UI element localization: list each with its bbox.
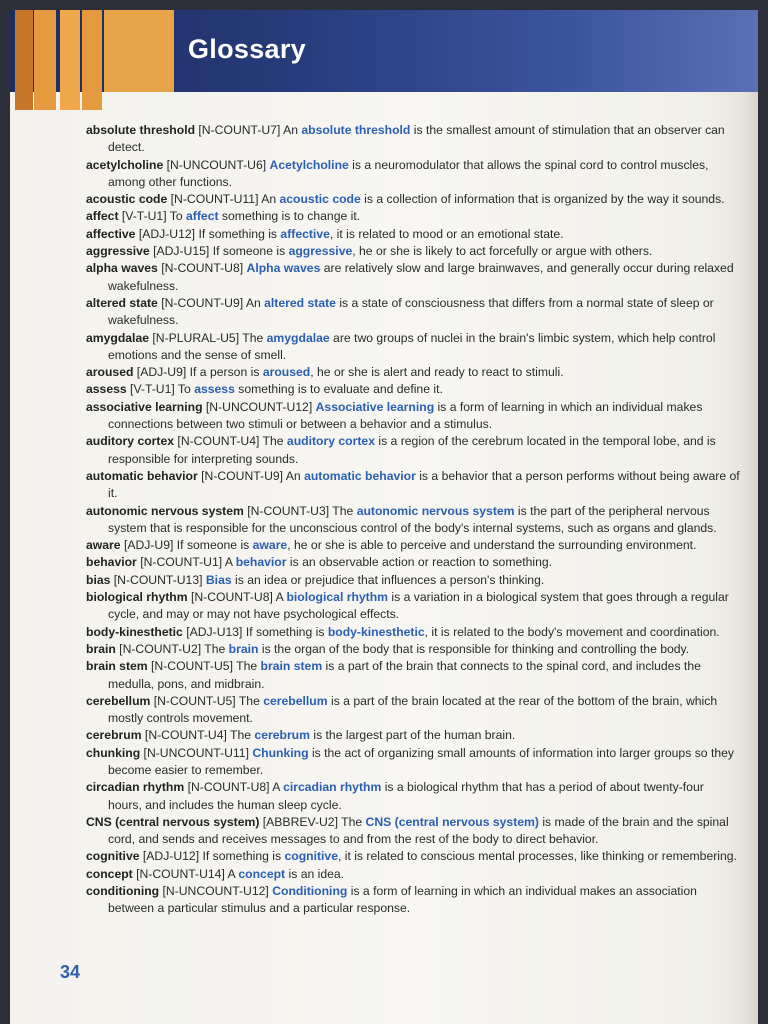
glossary-term: aggressive [86, 244, 150, 259]
orange-tab-decoration [104, 10, 174, 92]
definition-lead: If something is [202, 849, 285, 864]
glossary-term: CNS (central nervous system) [86, 814, 260, 829]
glossary-term: acoustic code [86, 192, 168, 207]
definition-text: is the organ of the body that is responsible for thinking and controlling the body. [258, 641, 690, 656]
definition-lead: The [236, 659, 261, 674]
definition-text: is an idea. [285, 866, 345, 881]
definition-text: is an idea or prejudice that influences a person's thinking. [231, 572, 545, 587]
part-of-speech-tag: [N-COUNT-U5] [147, 659, 237, 674]
part-of-speech-tag: [N-COUNT-U7] [195, 123, 284, 137]
part-of-speech-tag: [ABBREV-U2] [259, 814, 342, 829]
part-of-speech-tag: [V-T-U1] [118, 209, 170, 224]
highlighted-term: cerebrum [254, 728, 310, 743]
definition-text: is a state of consciousness that differs from a normal state of sleep or wakefulness. [108, 295, 714, 328]
highlighted-term: Alpha waves [246, 261, 321, 276]
part-of-speech-tag: [ADJ-U9] [133, 365, 190, 380]
part-of-speech-tag: [N-COUNT-U14] [132, 866, 228, 881]
part-of-speech-tag: [N-UNCOUNT-U6] [163, 157, 270, 172]
page-number: 34 [60, 962, 81, 982]
part-of-speech-tag: [V-T-U1] [126, 382, 178, 397]
definition-lead: A [272, 780, 284, 795]
definition-text: are relatively slow and large brainwaves, and generally occur during relaxed wakefulness. [108, 261, 734, 293]
glossary-term: autonomic nervous system [86, 503, 244, 518]
definition-lead: If something is [245, 624, 328, 639]
glossary-term: aroused [86, 365, 134, 380]
highlighted-term: affect [186, 209, 219, 224]
definition-text: is a behavior that a person performs without being aware of it. [108, 468, 740, 501]
definition-text: , he or she is likely to act forcefully or argue with others. [352, 244, 653, 259]
highlighted-term: affective [280, 226, 330, 241]
highlighted-term: aroused [262, 365, 311, 380]
highlighted-term: cognitive [284, 849, 338, 864]
orange-tab-decoration [34, 10, 56, 110]
glossary-entry [86, 208, 740, 225]
definition-lead: If something is [198, 226, 281, 241]
glossary-entry [86, 745, 740, 780]
definition-lead: An [285, 468, 305, 483]
definition-text: something is to evaluate and define it. [234, 382, 443, 397]
definition-text: is a part of the brain that connects to the spinal cord, and includes the medulla, pons, and midbrain. [108, 659, 701, 691]
glossary-entry [86, 883, 740, 918]
definition-lead: If someone is [176, 538, 253, 553]
highlighted-term: aggressive [288, 244, 353, 259]
definition-text: is a form of learning in which an individual makes connections between two stimuli or between a behavior and a stimulus. [108, 399, 703, 432]
book-page [10, 10, 758, 1024]
highlighted-term: biological rhythm [286, 590, 389, 605]
definition-text: , it is related to mood or an emotional state. [329, 226, 564, 241]
definition-text: is a neuromodulator that allows the spinal cord to control muscles, among other functions. [108, 157, 709, 189]
glossary-entry [86, 779, 740, 814]
glossary-term: absolute threshold [86, 123, 196, 137]
definition-text: , he or she is able to perceive and understand the surrounding environment. [287, 538, 697, 553]
glossary-entry [86, 122, 740, 157]
highlighted-term: concept [238, 866, 286, 881]
page-fold-shadow [740, 92, 758, 1024]
glossary-term: acetylcholine [86, 157, 164, 172]
part-of-speech-tag: [N-COUNT-U1] [136, 555, 225, 570]
glossary-entry [86, 468, 740, 503]
glossary-entry [86, 589, 740, 624]
highlighted-term: brain [228, 641, 259, 656]
glossary-entry [86, 658, 740, 693]
highlighted-term: circadian rhythm [283, 780, 382, 795]
definition-text: is the part of the peripheral nervous system that is responsible for the unconscious control of the body's internal systems, such as organs and glands. [108, 503, 717, 535]
glossary-term: brain [86, 641, 116, 656]
part-of-speech-tag: [N-COUNT-U8] [157, 261, 247, 276]
definition-lead: The [341, 814, 366, 829]
highlighted-term: absolute threshold [301, 123, 411, 137]
definition-text: is an observable action or reaction to something. [286, 555, 553, 570]
glossary-term: conditioning [86, 884, 160, 899]
part-of-speech-tag: [ADJ-U15] [149, 244, 213, 259]
glossary-entry [86, 572, 740, 589]
part-of-speech-tag: [N-COUNT-U8] [184, 780, 273, 795]
highlighted-term: Bias [205, 572, 232, 587]
definition-text: , he or she is alert and ready to react to stimuli. [310, 365, 564, 380]
definition-lead: The [204, 641, 229, 656]
highlighted-term: assess [194, 382, 235, 397]
glossary-term: assess [86, 382, 127, 397]
glossary-term: behavior [86, 555, 137, 570]
part-of-speech-tag: [N-COUNT-U3] [243, 503, 333, 518]
glossary-entry [86, 191, 740, 208]
glossary-entry [86, 243, 740, 260]
definition-lead: A [275, 590, 287, 605]
glossary-entry [86, 157, 740, 192]
glossary-term: chunking [86, 745, 141, 760]
part-of-speech-tag: [N-COUNT-U9] [197, 468, 286, 483]
highlighted-term: CNS (central nervous system) [365, 814, 539, 829]
definition-text: is a region of the cerebrum located in the temporal lobe, and is responsible for interpreting sounds. [108, 434, 716, 466]
part-of-speech-tag: [N-UNCOUNT-U12] [159, 884, 273, 899]
part-of-speech-tag: [ADJ-U9] [120, 538, 177, 553]
glossary-entry [86, 641, 740, 658]
highlighted-term: amygdalae [266, 330, 330, 345]
glossary-term: concept [86, 866, 133, 881]
glossary-term: aware [86, 538, 121, 553]
glossary-entry [86, 503, 740, 538]
highlighted-term: Chunking [252, 745, 309, 760]
glossary-entry [86, 433, 740, 468]
definition-text: is a form of learning in which an individual makes an association between a particular stimulus and a particular response. [108, 884, 697, 916]
definition-text: is a collection of information that is organized by the way it sounds. [360, 192, 725, 207]
glossary-entry [86, 866, 740, 883]
definition-lead: To [169, 209, 187, 224]
orange-tab-decoration [60, 10, 80, 110]
glossary-entry [86, 624, 740, 641]
definition-text: is the largest part of the human brain. [309, 728, 516, 743]
definition-text: is a biological rhythm that has a period of about twenty-four hours, and includes the human sleep cycle. [108, 780, 704, 812]
glossary-entry [86, 537, 740, 554]
definition-lead: A [224, 555, 236, 570]
definition-text: is the act of organizing small amounts of information into larger groups so they become easier to remember. [108, 745, 734, 777]
definition-lead: The [242, 330, 267, 345]
glossary-term: amygdalae [86, 330, 150, 345]
highlighted-term: auditory cortex [286, 434, 375, 449]
definition-text: is made of the brain and the spinal cord, and sends and receives messages to and from the rest of the body to direct behavior. [108, 814, 729, 847]
definition-text: is a part of the brain located at the rear of the bottom of the brain, which mostly controls movement. [108, 693, 718, 726]
glossary-entry [86, 330, 740, 365]
glossary-entry [86, 848, 740, 865]
definition-lead: A [227, 866, 239, 881]
glossary-entry [86, 727, 740, 744]
glossary-entry [86, 814, 740, 849]
glossary-term: altered state [86, 295, 158, 310]
definition-text: , it is related to the body's movement and coordination. [424, 624, 720, 639]
highlighted-term: cerebellum [263, 693, 328, 708]
glossary-term: auditory cortex [86, 434, 175, 449]
orange-tab-decoration [82, 10, 102, 110]
highlighted-term: acoustic code [279, 192, 361, 207]
definition-lead: The [262, 434, 287, 449]
glossary-entry [86, 295, 740, 330]
definition-lead: The [230, 728, 255, 743]
definition-lead: The [332, 503, 357, 518]
definition-lead: An [261, 192, 280, 207]
part-of-speech-tag: [N-UNCOUNT-U12] [202, 399, 316, 414]
highlighted-term: Associative learning [315, 399, 435, 414]
glossary-term: body-kinesthetic [86, 624, 183, 639]
glossary-term: cerebellum [86, 693, 151, 708]
definition-lead: The [238, 693, 264, 708]
definition-text: is a variation in a biological system that goes through a regular cycle, and may or may not have psychological effects. [108, 590, 729, 622]
highlighted-term: Conditioning [272, 884, 348, 899]
highlighted-term: body-kinesthetic [327, 624, 425, 639]
glossary-list [86, 122, 740, 918]
glossary-entry [86, 399, 740, 434]
page-title: Glossary [188, 34, 306, 64]
glossary-term: circadian rhythm [86, 780, 185, 795]
glossary-term: affective [86, 226, 136, 241]
glossary-term: automatic behavior [86, 468, 198, 483]
highlighted-term: Acetylcholine [269, 157, 349, 172]
glossary-entry [86, 260, 740, 295]
definition-text: , it is related to conscious mental processes, like thinking or remembering. [337, 849, 737, 864]
orange-tab-decoration [15, 10, 33, 110]
part-of-speech-tag: [N-COUNT-U13] [110, 572, 206, 587]
glossary-term: alpha waves [86, 261, 158, 276]
highlighted-term: altered state [264, 295, 336, 310]
glossary-entry [86, 554, 740, 571]
part-of-speech-tag: [N-COUNT-U4] [174, 434, 263, 449]
definition-text: are two groups of nuclei in the brain's limbic system, which help control emotions and the sense of smell. [108, 330, 716, 362]
part-of-speech-tag: [N-PLURAL-U5] [149, 330, 243, 345]
highlighted-term: brain stem [260, 659, 323, 674]
definition-lead: An [283, 123, 302, 137]
highlighted-term: autonomic nervous system [356, 503, 515, 518]
glossary-term: cerebrum [86, 728, 142, 743]
part-of-speech-tag: [N-COUNT-U2] [115, 641, 205, 656]
definition-text: is the smallest amount of stimulation that an observer can detect. [108, 123, 725, 155]
definition-lead: If someone is [212, 244, 289, 259]
part-of-speech-tag: [N-COUNT-U5] [150, 693, 239, 708]
highlighted-term: automatic behavior [304, 468, 416, 483]
glossary-term: biological rhythm [86, 590, 188, 605]
definition-lead: If a person is [189, 365, 263, 380]
part-of-speech-tag: [N-COUNT-U4] [141, 728, 231, 743]
highlighted-term: behavior [235, 555, 287, 570]
part-of-speech-tag: [ADJ-U13] [182, 624, 246, 639]
glossary-entry [86, 226, 740, 243]
part-of-speech-tag: [N-COUNT-U11] [167, 192, 262, 207]
glossary-entry [86, 364, 740, 381]
glossary-entry [86, 693, 740, 728]
part-of-speech-tag: [ADJ-U12] [135, 226, 199, 241]
definition-lead: An [245, 295, 265, 310]
part-of-speech-tag: [ADJ-U12] [139, 849, 203, 864]
part-of-speech-tag: [N-UNCOUNT-U11] [140, 745, 253, 760]
part-of-speech-tag: [N-COUNT-U9] [157, 295, 246, 310]
glossary-term: affect [86, 209, 119, 224]
glossary-entry [86, 381, 740, 398]
definition-text: something is to change it. [218, 209, 361, 224]
highlighted-term: aware [252, 538, 288, 553]
glossary-term: associative learning [86, 399, 203, 414]
part-of-speech-tag: [N-COUNT-U8] [187, 590, 276, 605]
glossary-term: bias [86, 572, 111, 587]
glossary-term: cognitive [86, 849, 140, 864]
glossary-term: brain stem [86, 659, 148, 674]
definition-lead: To [177, 382, 195, 397]
